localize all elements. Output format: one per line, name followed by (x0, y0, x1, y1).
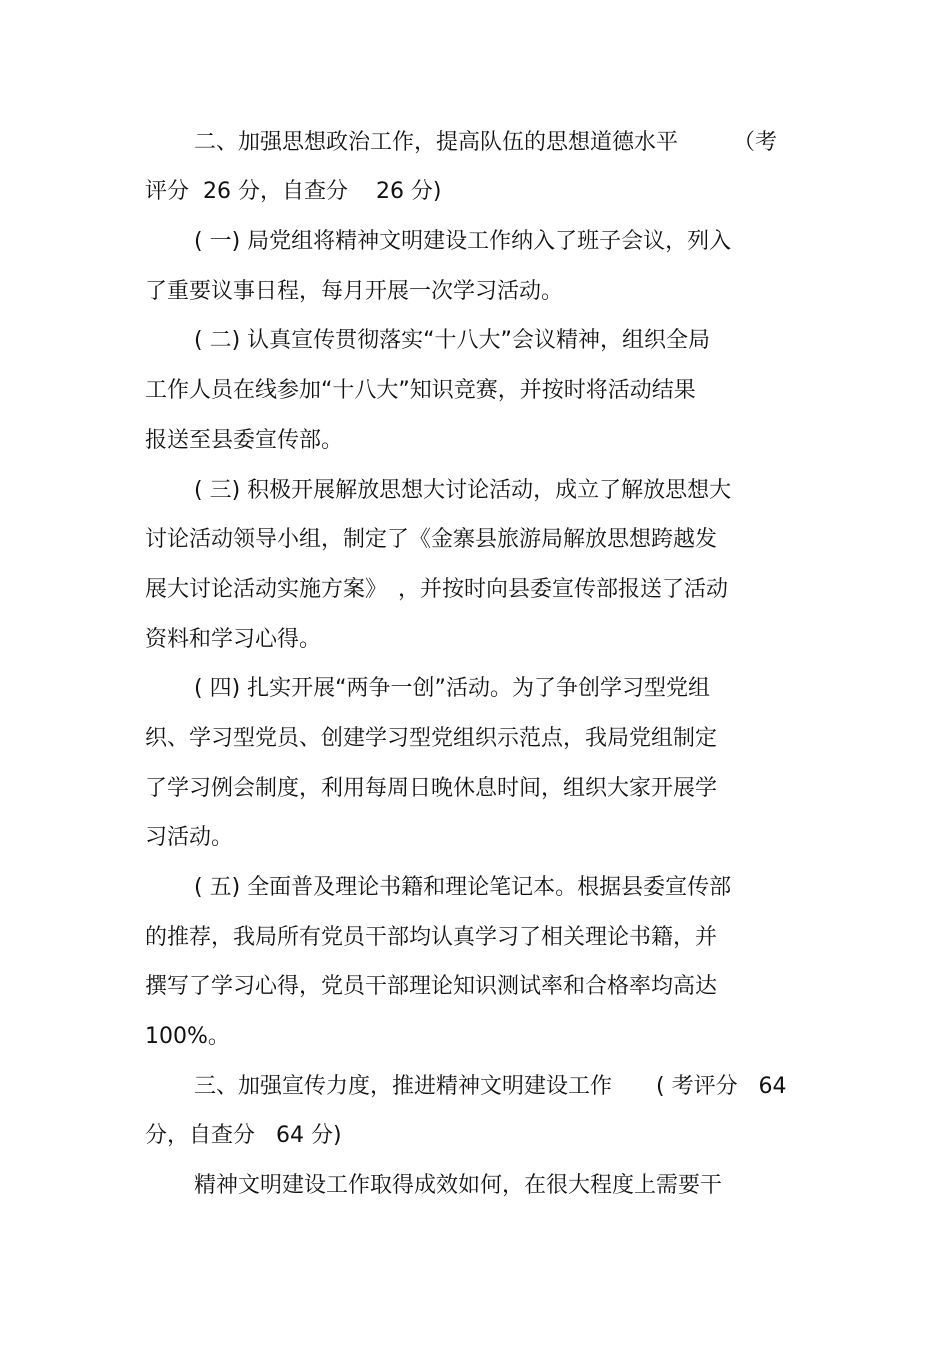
paragraph-line: ( 五) 全面普及理论书籍和理论笔记本。根据县委宣传部 (194, 875, 732, 900)
paragraph-line: 习活动。 (145, 825, 234, 850)
paragraph-line: 资料和学习心得。 (145, 627, 322, 652)
paragraph-line: 精神文明建设工作取得成效如何，在很大程度上需要干 (194, 1173, 723, 1198)
paragraph-line: 讨论活动领导小组，制定了《金寨县旅游局解放思想跨越发 (145, 527, 718, 552)
paragraph-line: 工作人员在线参加“十八大”知识竞赛，并按时将活动结果 (145, 378, 696, 403)
paragraph-line: 织、学习型党员、创建学习型党组织示范点，我局党组制定 (145, 726, 718, 751)
paragraph-line: ( 一) 局党组将精神文明建设工作纳入了班子会议，列入 (194, 229, 732, 254)
paragraph-line: 了学习例会制度，利用每周日晚休息时间，组织大家开展学 (145, 776, 718, 801)
section-heading-2: 二、加强思想政治工作，提高队伍的思想道德水平 （考 (194, 130, 778, 155)
paragraph-line: 了重要议事日程，每月开展一次学习活动。 (145, 279, 564, 304)
paragraph-line: ( 四) 扎实开展“两争一创”活动。为了争创学习型党组 (194, 676, 710, 701)
paragraph-line: 展大讨论活动实施方案》 ，并按时向县委宣传部报送了活动 (145, 577, 729, 602)
section-heading-3: 三、加强宣传力度，推进精神文明建设工作 ( 考评分 64 (194, 1074, 787, 1099)
section-heading-3-score: 分，自查分 64 分) (145, 1123, 342, 1148)
paragraph-line: 撰写了学习心得，党员干部理论知识测试率和合格率均高达 (145, 974, 718, 999)
paragraph-line: 的推荐，我局所有党员干部均认真学习了相关理论书籍，并 (145, 925, 718, 950)
paragraph-line: ( 三) 积极开展解放思想大讨论活动，成立了解放思想大 (194, 478, 732, 503)
paragraph-line: 报送至县委宣传部。 (145, 428, 344, 453)
paragraph-line: 100%。 (145, 1024, 230, 1049)
section-heading-2-score: 评分 26 分，自查分 26 分) (145, 179, 442, 204)
paragraph-line: ( 二) 认真宣传贯彻落实“十八大”会议精神，组织全局 (194, 328, 710, 353)
